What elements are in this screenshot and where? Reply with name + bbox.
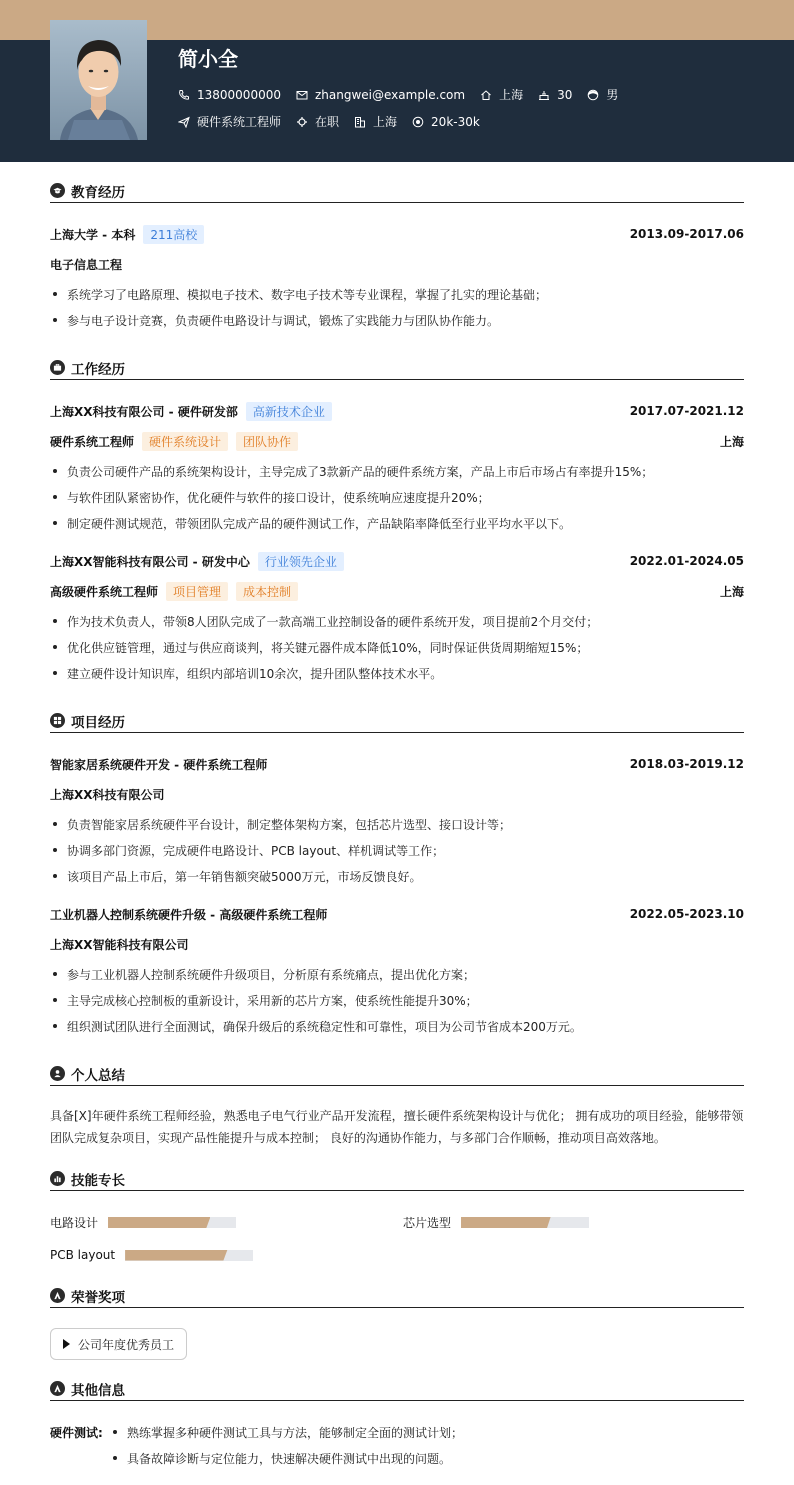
status-icon — [296, 116, 308, 128]
list-item: 熟练掌握多种硬件测试工具与方法，能够制定全面的测试计划； — [110, 1424, 744, 1441]
section-title: 荣誉奖项 — [71, 1289, 125, 1306]
building-icon — [354, 116, 366, 128]
skill-name: 芯片选型 — [403, 1216, 452, 1230]
work-city: 上海 — [719, 434, 744, 449]
age-info — [538, 88, 572, 102]
section-title: 技能专长 — [71, 1172, 125, 1189]
skill-level-fill — [461, 1217, 551, 1228]
chart-icon — [50, 1171, 65, 1186]
skill-level-bar — [461, 1217, 589, 1228]
company-name: 上海XX智能科技有限公司 - 研发中心 — [50, 554, 250, 569]
skills-section-header — [50, 1167, 744, 1191]
other-section-header — [50, 1377, 744, 1401]
skill-level-fill — [125, 1250, 227, 1261]
list-item: 作为技术负责人，带领8人团队完成了一款高端工业控制设备的硬件系统开发，项目提前2个月交付； — [50, 613, 744, 630]
job-intent-row — [178, 113, 495, 130]
list-item: 负责公司硬件产品的系统架构设计，主导完成了3款新产品的硬件系统方案，产品上市后市场占有率提升15%； — [50, 463, 744, 480]
salary-info — [412, 115, 480, 129]
summary-section-header — [50, 1062, 744, 1086]
contact-row — [178, 86, 633, 103]
work-section-header — [50, 356, 744, 380]
project-name: 智能家居系统硬件开发 - 硬件系统工程师 — [50, 757, 268, 772]
briefcase-icon — [50, 360, 65, 375]
status-text: 在职 — [315, 115, 340, 129]
age-text: 30 — [557, 87, 573, 102]
project-company: 上海XX科技有限公司 — [50, 787, 165, 802]
gender-text: 男 — [606, 88, 619, 102]
list-item: 具备故障诊断与定位能力，快速解决硬件测试中出现的问题。 — [110, 1450, 744, 1467]
skill-tag: 成本控制 — [236, 582, 298, 601]
project-section-header — [50, 709, 744, 733]
skill-name: PCB layout — [50, 1248, 116, 1262]
list-item: 制定硬件测试规范，带领团队完成产品的硬件测试工作，产品缺陷率降低至行业平均水平以下。 — [50, 515, 744, 532]
list-item: 协调多部门资源，完成硬件电路设计、PCB layout、样机调试等工作； — [50, 842, 744, 859]
section-title: 个人总结 — [71, 1067, 125, 1084]
project-name-line — [50, 906, 744, 922]
list-item: 优化供应链管理，通过与供应商谈判，将关键元器件成本降低10%，同时保证供货周期缩短15%； — [50, 639, 744, 656]
work-company-line — [50, 553, 744, 569]
user-icon — [50, 1066, 65, 1081]
location-text: 上海 — [499, 88, 524, 102]
work-period: 2017.07-2021.12 — [629, 404, 744, 418]
project-company: 上海XX智能科技有限公司 — [50, 937, 189, 952]
project-company-line — [50, 936, 744, 952]
work-role-line — [50, 433, 744, 449]
award-icon — [50, 1288, 65, 1303]
skill-item — [50, 1248, 253, 1262]
honors-section-header — [50, 1284, 744, 1308]
candidate-name: 简小全 — [178, 47, 238, 71]
list-item: 主导完成核心控制板的重新设计，采用新的芯片方案，使系统性能提升30%； — [50, 992, 744, 1009]
email-info — [296, 88, 465, 102]
skill-level-bar — [108, 1217, 236, 1228]
list-item: 负责智能家居系统硬件平台设计，制定整体架构方案，包括芯片选型、接口设计等； — [50, 816, 744, 833]
list-item: 该项目产品上市后，第一年销售额突破5000万元，市场反馈良好。 — [50, 868, 744, 885]
gender-info — [587, 86, 618, 103]
section-title: 项目经历 — [71, 714, 125, 731]
school-tag: 211高校 — [143, 225, 204, 244]
caret-right-icon — [63, 1339, 70, 1349]
school-name: 上海大学 - 本科 — [50, 227, 136, 242]
company-tag: 高新技术企业 — [246, 402, 332, 421]
cake-icon — [538, 89, 550, 101]
education-major-line — [50, 256, 744, 272]
list-item: 系统学习了电路原理、模拟电子技术、数字电子技术等专业课程，掌握了扎实的理论基础； — [50, 286, 744, 303]
project-name-line — [50, 756, 744, 772]
email-text: zhangwei@example.com — [314, 87, 466, 102]
position-info — [178, 113, 281, 130]
graduation-cap-icon — [50, 183, 65, 198]
phone-text: 13800000000 — [197, 87, 281, 102]
project-period: 2018.03-2019.12 — [629, 757, 744, 771]
avatar — [50, 20, 147, 140]
section-title: 教育经历 — [71, 184, 125, 201]
major-name: 电子信息工程 — [50, 257, 123, 272]
skill-tag: 硬件系统设计 — [142, 432, 228, 451]
gender-icon — [587, 89, 599, 101]
skill-item — [403, 1214, 589, 1231]
list-item: 组织测试团队进行全面测试，确保升级后的系统稳定性和可靠性，项目为公司节省成本200万元。 — [50, 1018, 744, 1035]
grid-icon — [50, 713, 65, 728]
skill-level-fill — [108, 1217, 210, 1228]
salary-text: 20k-30k — [431, 114, 480, 129]
skill-item — [50, 1214, 236, 1231]
other-label: 硬件测试: — [50, 1425, 103, 1440]
status-info — [296, 113, 339, 130]
city-text: 上海 — [373, 115, 398, 129]
summary-text — [50, 1105, 744, 1149]
section-title: 工作经历 — [71, 361, 125, 378]
list-item: 参与电子设计竞赛，负责硬件电路设计与调试，锻炼了实践能力与团队协作能力。 — [50, 312, 744, 329]
role-name: 硬件系统工程师 — [50, 434, 135, 449]
education-period: 2013.09-2017.06 — [629, 227, 744, 241]
skill-name: 电路设计 — [50, 1216, 99, 1230]
mail-icon — [296, 89, 308, 101]
location-info — [480, 86, 523, 103]
award-item — [50, 1328, 187, 1360]
project-period: 2022.05-2023.10 — [629, 907, 744, 921]
phone-info — [178, 88, 281, 102]
work-city: 上海 — [719, 584, 744, 599]
city-info — [354, 113, 397, 130]
section-title: 其他信息 — [71, 1382, 125, 1399]
home-icon — [480, 89, 492, 101]
position-text: 硬件系统工程师 — [197, 115, 282, 129]
award-name: 公司年度优秀员工 — [78, 1337, 175, 1352]
award-icon — [50, 1381, 65, 1396]
list-item: 建立硬件设计知识库，组织内部培训10余次，提升团队整体技术水平。 — [50, 665, 744, 682]
work-role-line — [50, 583, 744, 599]
skill-tag: 项目管理 — [166, 582, 228, 601]
project-company-line — [50, 786, 744, 802]
education-section-header — [50, 179, 744, 203]
list-item: 参与工业机器人控制系统硬件升级项目，分析原有系统痛点，提出优化方案； — [50, 966, 744, 983]
phone-icon — [178, 89, 190, 101]
summary-line: 具备[X]年硬件系统工程师经验，熟悉电子电气行业产品开发流程，擅长硬件系统架构设计与优化； 拥有成功的项目经验，能够带领 — [50, 1109, 744, 1123]
summary-line: 团队完成复杂项目，实现产品性能提升与成本控制； 良好的沟通协作能力，与多部门合作顺畅，推动项目高效落地。 — [50, 1131, 666, 1145]
work-company-line — [50, 403, 744, 419]
list-item: 与软件团队紧密协作，优化硬件与软件的接口设计，使系统响应速度提升20%； — [50, 489, 744, 506]
skill-level-bar — [125, 1250, 253, 1261]
skill-tag: 团队协作 — [236, 432, 298, 451]
company-tag: 行业领先企业 — [258, 552, 344, 571]
send-icon — [178, 116, 190, 128]
work-period: 2022.01-2024.05 — [629, 554, 744, 568]
salary-icon — [412, 116, 424, 128]
company-name: 上海XX科技有限公司 - 硬件研发部 — [50, 404, 238, 419]
avatar-portrait — [50, 20, 147, 140]
education-school-line — [50, 226, 744, 242]
role-name: 高级硬件系统工程师 — [50, 584, 159, 599]
project-name: 工业机器人控制系统硬件升级 - 高级硬件系统工程师 — [50, 907, 328, 922]
